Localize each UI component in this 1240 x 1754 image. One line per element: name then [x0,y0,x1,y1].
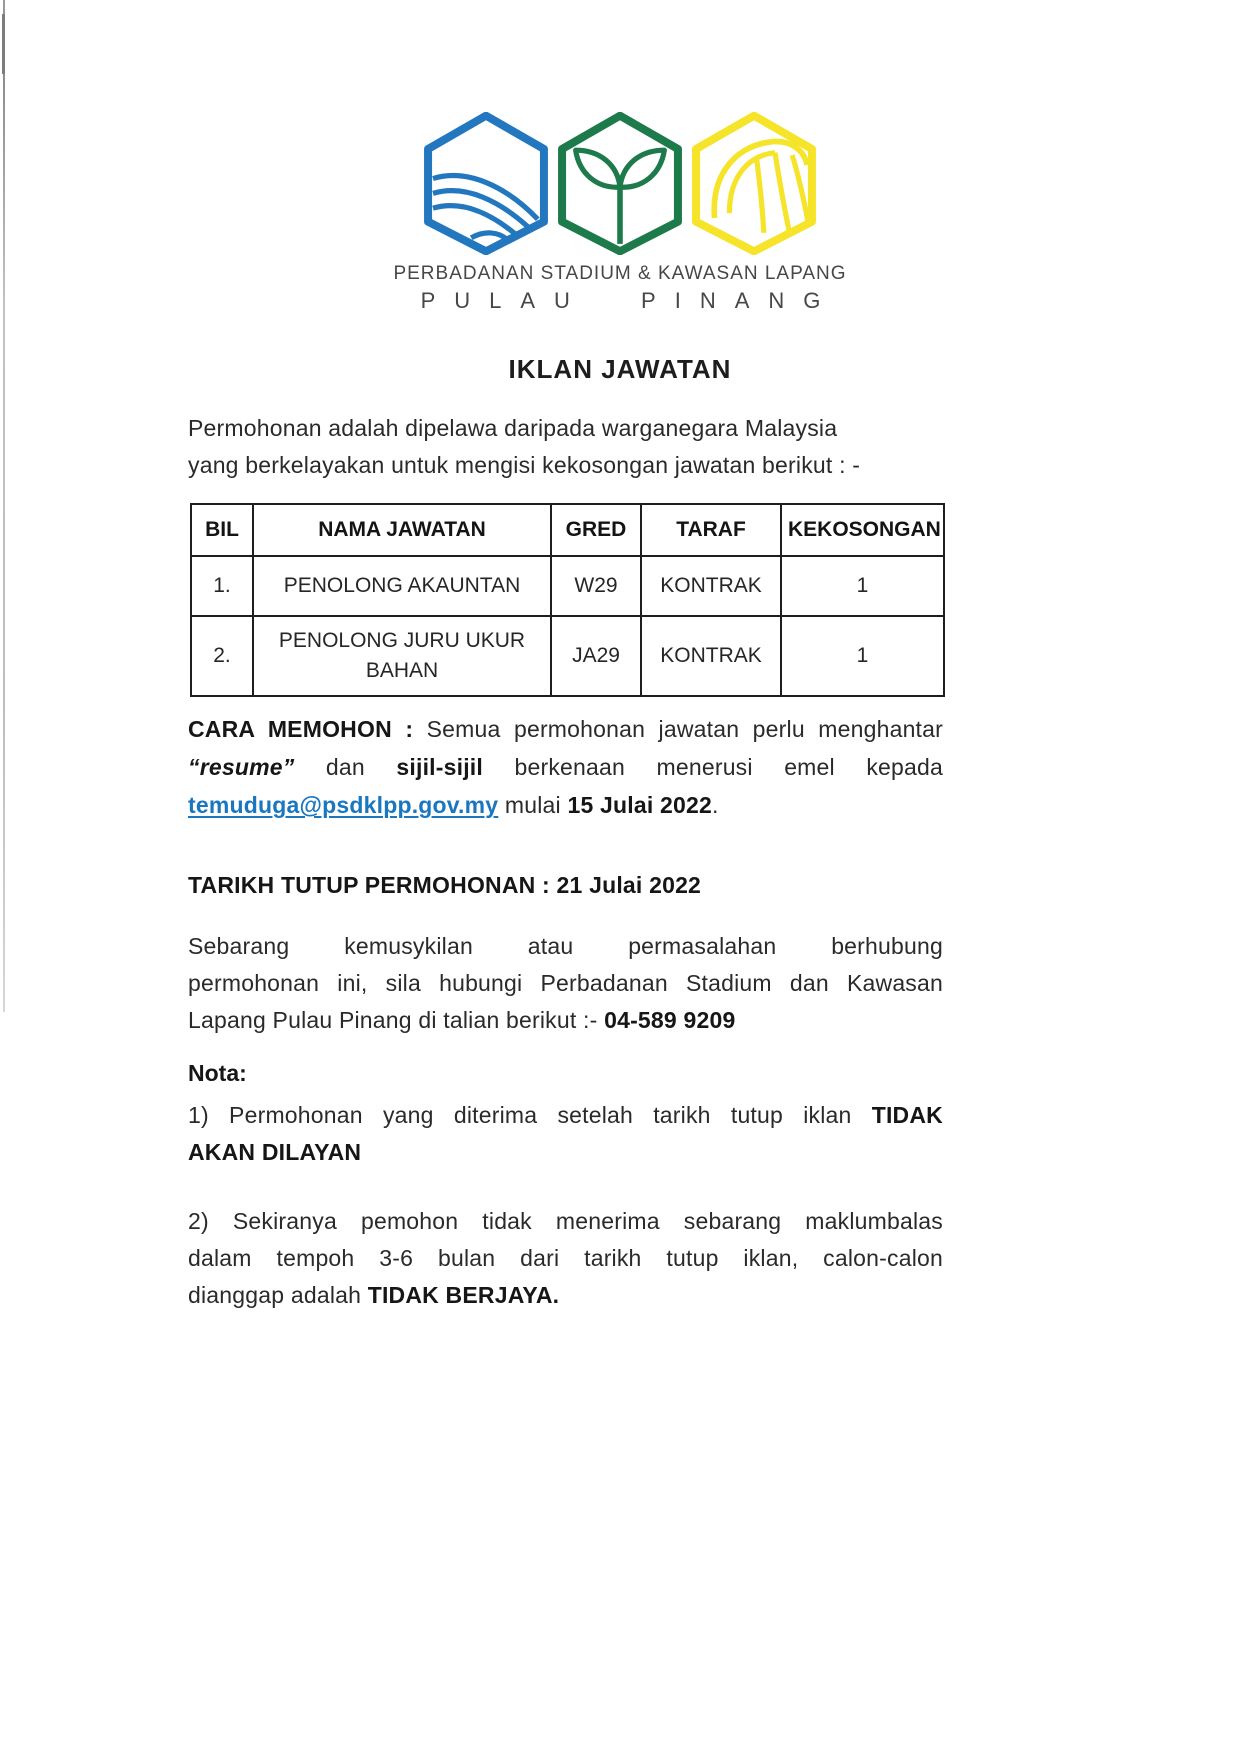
text-segment: TIDAK BERJAYA. [367,1282,560,1308]
table-header-row [191,504,944,556]
text-segment: Permohonan yang diterima setelah tarikh tutup iklan [208,1102,872,1128]
text-segment: TIDAK [871,1102,943,1128]
text-segment: berkenaan menerusi emel kepada [483,754,943,780]
text-segment: Sekiranya pemohon tidak menerima sebarang maklumbalas [208,1208,943,1234]
text-segment: 04-589 9209 [604,1007,736,1033]
intro-paragraph [188,410,943,484]
text-segment: CARA MEMOHON : [188,716,427,742]
text-segment: sijil-sijil [396,754,483,780]
scan-artifact-line [3,0,5,1012]
text-line [188,928,943,965]
text-segment: 1) [188,1102,209,1128]
text-line [188,965,943,1002]
text-line [188,1134,943,1171]
cell-nama: PENOLONG JURU UKUR BAHAN [253,616,551,696]
text-segment: 2) [188,1208,209,1234]
org-name-line1: PERBADANAN STADIUM & KAWASAN LAPANG [393,263,847,284]
text-line [188,786,943,824]
text-line [188,1097,943,1134]
table-row [191,556,944,616]
col-header-taraf: TARAF [641,504,781,556]
text-segment: Lapang Pulau Pinang di talian berikut :- [188,1007,605,1033]
col-header-kekosongan: KEKOSONGAN [781,504,944,556]
text-line [188,1002,943,1039]
text-segment: dan [294,754,397,780]
text-segment: AKAN DILAYAN [188,1139,362,1165]
vacancies-table [190,503,945,697]
col-header-nama: NAMA JAWATAN [253,504,551,556]
page-title: IKLAN JAWATAN [508,354,732,384]
text-line: Permohonan adalah dipelawa daripada warganegara Malaysia [188,415,838,441]
col-header-gred: GRED [551,504,641,556]
cell-bil: 1. [191,556,253,616]
contact-paragraph [188,928,943,1039]
text-line: yang berkelayakan untuk mengisi kekosongan jawatan berikut : - [188,452,861,478]
text-segment: dalam tempoh 3-6 bulan dari tarikh tutup iklan, calon-calon [188,1245,943,1271]
logo [424,112,816,255]
text-line [188,710,943,748]
sprout-icon [558,112,682,255]
stadium-icon [692,112,816,255]
text-line [188,1240,943,1277]
nota-label: Nota: [188,1060,247,1086]
cell-bil: 2. [191,616,253,696]
closing-date-line: TARIKH TUTUP PERMOHONAN : 21 Julai 2022 [188,872,702,898]
text-segment: 15 Julai 2022 [567,792,712,818]
cell-kekosongan: 1 [781,616,944,696]
nota-item-1 [188,1097,943,1171]
cara-memohon-paragraph [188,710,943,824]
cell-gred: W29 [551,556,641,616]
cell-nama: PENOLONG AKAUNTAN [253,556,551,616]
text-segment: “resume” [188,754,295,780]
table-row [191,616,944,696]
text-line [188,1203,943,1240]
text-line [188,1277,943,1314]
email-link[interactable]: temuduga@psdklpp.gov.my [188,792,499,818]
text-line [188,748,943,786]
field-icon [424,112,548,255]
text-segment: Sebarang kemusykilan atau permasalahan berhubung [188,933,943,959]
col-header-bil: BIL [191,504,253,556]
scan-artifact-mark [2,14,5,74]
text-segment: . [712,792,719,818]
org-name-line2: PULAU PINANG [420,288,840,313]
text-segment: dianggap adalah [188,1282,368,1308]
text-segment: permohonan ini, sila hubungi Perbadanan Stadium dan Kawasan [188,970,943,996]
cell-gred: JA29 [551,616,641,696]
nota-item-2 [188,1203,943,1314]
cell-kekosongan: 1 [781,556,944,616]
text-segment: mulai [498,792,568,818]
cell-taraf: KONTRAK [641,616,781,696]
text-segment: Semua permohonan jawatan perlu menghantar [426,716,943,742]
cell-taraf: KONTRAK [641,556,781,616]
